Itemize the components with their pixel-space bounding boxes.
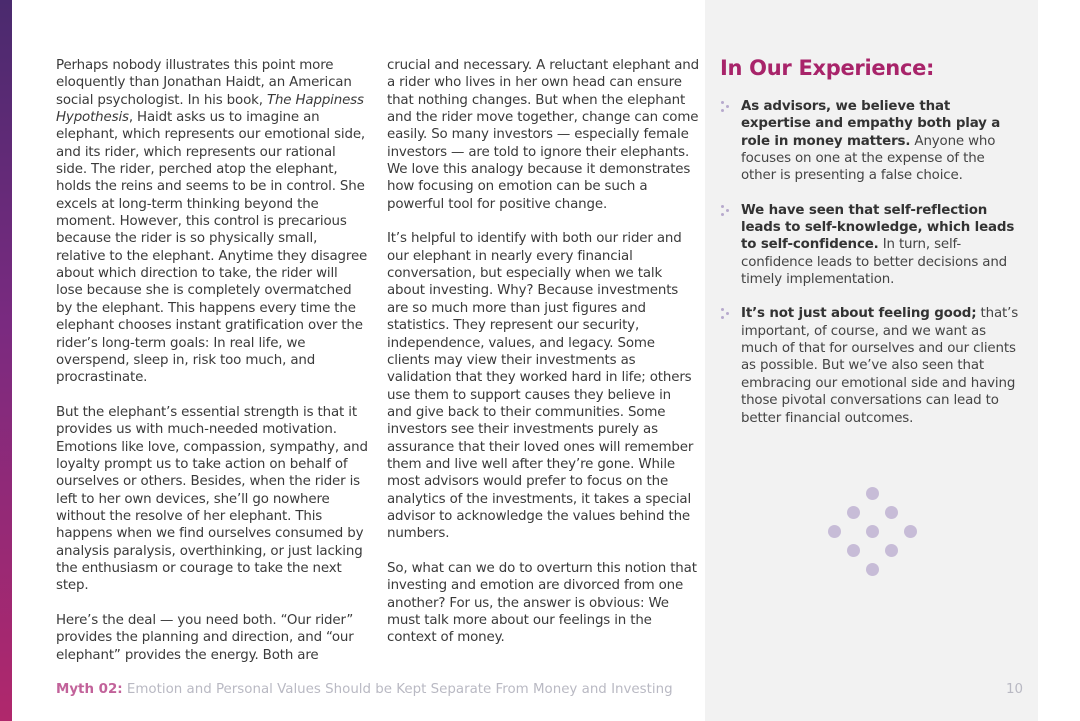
dot-flower-icon [828,487,918,577]
dots-bullet-icon [721,308,731,320]
experience-list [721,98,1021,444]
myth-title: Emotion and Personal Values Should be Kept Separate From Money and Investing [122,682,673,697]
paragraph-heres-the-deal: Here’s the deal — you need both. “Our rider” provides the planning and direction, and “our elephant” provides the energy. Both are [56,613,354,663]
paragraph-elephant-strength: But the elephant’s essential strength is that it provides us with much-needed motivation. Emotions like love, compassion, sympathy, and loyalty prompt us to take action on behalf of ourselves or others. Besides, when the rider is left to her own devices, she’ll go nowhere without the resolve of her elephant. This happens when we find ourselves consumed by analysis paralysis, overthinking, or just lacking the enthusiasm or courage to take the next step. [56,404,368,594]
text-column-left [56,57,368,681]
list-item: We have seen that self-reflection leads to self-knowledge, which leads to self-confidence. In turn, self-confidence leads to better decisions and timely implementation. [721,202,1021,289]
left-accent-bar [0,0,12,721]
paragraph-overturn: So, what can we do to overturn this notion that investing and emotion are divorced from one another? For us, the answer is obvious: We must talk more about our feelings in the context of money. [387,560,697,646]
dots-bullet-icon [721,101,731,113]
list-item: It’s not just about feeling good; that’s important, of course, and we want as much of that for ourselves and our clients as possible. But we’ve also seen that embracing our emotional side and having those pivotal conversations can lead to better financial outcomes. [721,305,1021,426]
paragraph-haidt: Perhaps nobody illustrates this point more eloquently than Jonathan Haidt, an American social psychologist. In his book, The Happiness Hypothesis, Haidt asks us to imagine an elephant, which represents our emotional side, and its rider, which represents our rational side. The rider, perched atop the elephant, holds the reins and seems to be in control. She excels at long-term thinking beyond the moment. However, this control is precarious because the rider is so physically small, relative to the elephant. Anytime they disagree about which direction to take, the rider will lose because she is completely overmatched by the elephant. This happens every time the elephant chooses instant gratification over the rider’s long-term goals: In real life, we overspend, sleep in, risk too much, and procrastinate. [56,58,368,386]
text-column-middle [387,57,699,664]
dots-bullet-icon [721,205,731,217]
book-title: The Happiness Hypothesis [56,92,364,126]
paragraph-crucial: crucial and necessary. A reluctant elephant and a rider who lives in her own head can ensure that nothing changes. But when the elephant and the rider move together, change can come easily. So many investors — especially female investors — are told to ignore their elephants. We love this analogy because it demonstrates how focusing on emotion can be such a powerful tool for positive change. [387,58,699,212]
paragraph-helpful: It’s helpful to identify with both our rider and our elephant in nearly every financial conversation, but especially when we talk about investing. Why? Because investments are so much more than just figures and statistics. They represent our security, independence, values, and legacy. Some clients may view their investments as validation that they worked hard in life; others use them to support causes they believe in and give back to their communities. Some investors see their investments purely as assurance that their loved ones will remember them and live well after they’re gone. While most advisors would prefer to focus on the analytics of the investments, it takes a special advisor to acknowledge the values behind the numbers. [387,231,694,542]
sidebar-title: In Our Experience: [720,56,935,80]
footer-myth-title [56,682,673,697]
myth-label: Myth 02: [56,682,123,697]
experience-sidebar [705,0,1038,721]
page-number: 10 [1006,682,1024,697]
list-item: As advisors, we believe that expertise and empathy both play a role in money matters. Anyone who focuses on one at the expense of the other is presenting a false choice. [721,98,1021,185]
